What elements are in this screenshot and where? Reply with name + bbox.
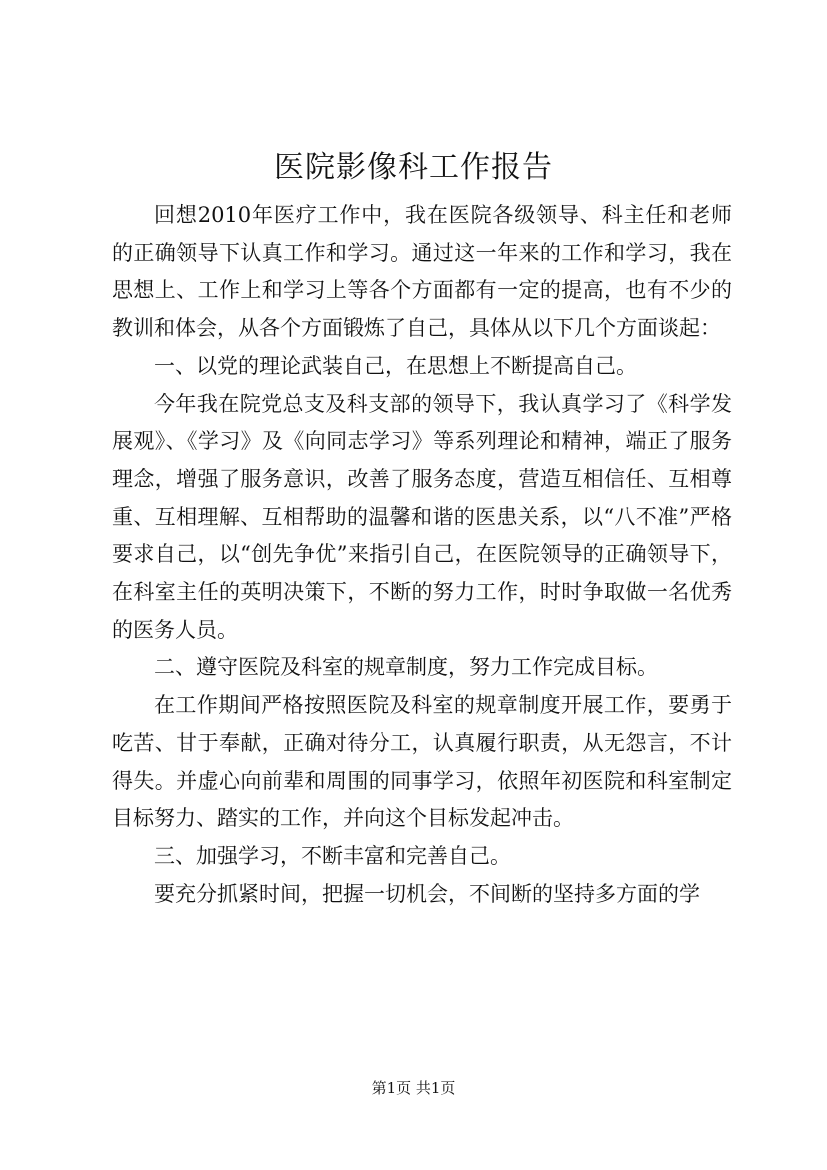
- section-heading-2: 二、遵守医院及科室的规章制度，努力工作完成目标。: [154, 655, 658, 680]
- paragraph-section-3: 要充分抓紧时间，把握一切机会，不间断的坚持多方面的学: [154, 881, 700, 906]
- page-footer: 第1页 共1页: [371, 1079, 456, 1097]
- document-title: 医院影像科工作报告: [274, 150, 553, 185]
- paragraph-section-1: 今年我在院党总支及科支部的领导下，我认真学习了《科学发展观》、《学习》及《向同志学习》等系列理论和精神，端正了服务理念，增强了服务意识，改善了服务态度，营造互相信任、互相尊重、互相理解、互相帮助的温馨和谐的医患关系，以“八不准”严格要求自己，以“创先争优”来指引自己，在医院领导的正确领导下，在科室主任的英明决策下，不断的努力工作，时时争取做一名优秀的医务人员。: [112, 391, 732, 642]
- paragraph-intro: 回想2010年医疗工作中，我在医院各级领导、科主任和老师的正确领导下认真工作和学习。通过这一年来的工作和学习，我在思想上、工作上和学习上等各个方面都有一定的提高，也有不少的教训和体会，从各个方面锻炼了自己，具体从以下几个方面谈起：: [112, 203, 732, 341]
- section-heading-1: 一、以党的理论武装自己，在思想上不断提高自己。: [154, 353, 637, 378]
- section-heading-3: 三、加强学习，不断丰富和完善自己。: [154, 843, 511, 868]
- document-body: [112, 197, 732, 913]
- paragraph-section-2: 在工作期间严格按照医院及科室的规章制度开展工作，要勇于吃苦、甘于奉献，正确对待分工，认真履行职责，从无怨言，不计得失。并虚心向前辈和周围的同事学习，依照年初医院和科室制定目标努力、踏实的工作，并向这个目标发起冲击。: [112, 693, 732, 831]
